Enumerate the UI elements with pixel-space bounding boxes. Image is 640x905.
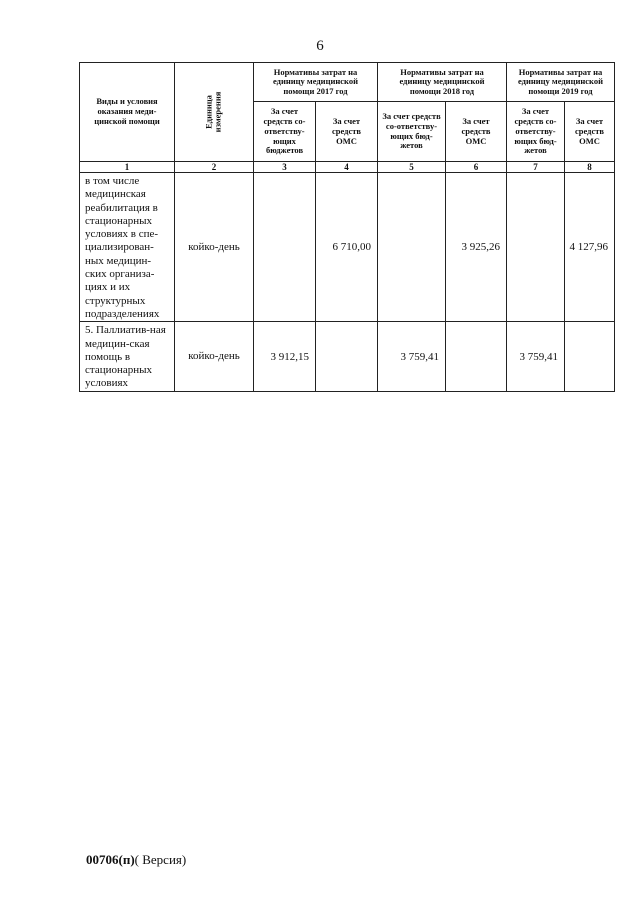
document-footer	[86, 852, 186, 868]
row-oms-2018: 3 925,26	[446, 173, 507, 322]
header-group-2018: Нормативы затрат на единицу медицинской помощи 2018 год	[378, 63, 507, 102]
header-budget-2018: За счет средств со-ответству-ющих бюд-жетов	[378, 102, 446, 162]
header-types-of-care: Виды и условия оказания меди-цинской помощи	[80, 63, 175, 162]
header-budget-2019: За счет средств со-ответству-ющих бюд-жетов	[507, 102, 565, 162]
row-budget-2019	[507, 173, 565, 322]
row-budget-2017	[254, 173, 316, 322]
header-oms-2017: За счет средств ОМС	[316, 102, 378, 162]
row-oms-2017	[316, 322, 378, 391]
row-budget-2018	[378, 173, 446, 322]
column-number: 5	[378, 162, 446, 173]
row-oms-2018	[446, 322, 507, 391]
header-unit: Единица измерения	[203, 91, 223, 133]
header-row-top	[80, 63, 615, 102]
row-description: в том числе медицинская реабилитация в стационарных условиях в спе-циализирован-ных медицин-ских организа-циях и их структурных подразделениях	[80, 173, 175, 322]
table-row	[80, 173, 615, 322]
column-number: 1	[80, 162, 175, 173]
header-oms-2019: За счет средств ОМС	[565, 102, 615, 162]
header-oms-2018: За счет средств ОМС	[446, 102, 507, 162]
header-group-2019: Нормативы затрат на единицу медицинской помощи 2019 год	[507, 63, 615, 102]
column-number: 3	[254, 162, 316, 173]
footer-version: ( Версия)	[134, 852, 187, 867]
norms-table	[79, 62, 615, 392]
row-budget-2018: 3 759,41	[378, 322, 446, 391]
column-number: 7	[507, 162, 565, 173]
row-budget-2017: 3 912,15	[254, 322, 316, 391]
row-description: 5. Паллиатив-ная медицин-ская помощь в стационарных условиях	[80, 322, 175, 391]
row-oms-2019: 4 127,96	[565, 173, 615, 322]
column-number: 6	[446, 162, 507, 173]
row-unit: койко-день	[175, 322, 254, 391]
row-budget-2019: 3 759,41	[507, 322, 565, 391]
table-row	[80, 322, 615, 391]
column-number: 2	[175, 162, 254, 173]
row-oms-2019	[565, 322, 615, 391]
header-unit-cell	[175, 63, 254, 162]
footer-code: 00706(п)	[86, 852, 135, 867]
header-budget-2017: За счет средств со-ответству-ющих бюджетов	[254, 102, 316, 162]
column-number-row	[80, 162, 615, 173]
page-number: 6	[316, 38, 324, 54]
row-unit: койко-день	[175, 173, 254, 322]
column-number: 4	[316, 162, 378, 173]
column-number: 8	[565, 162, 615, 173]
header-group-2017: Нормативы затрат на единицу медицинской помощи 2017 год	[254, 63, 378, 102]
row-oms-2017: 6 710,00	[316, 173, 378, 322]
